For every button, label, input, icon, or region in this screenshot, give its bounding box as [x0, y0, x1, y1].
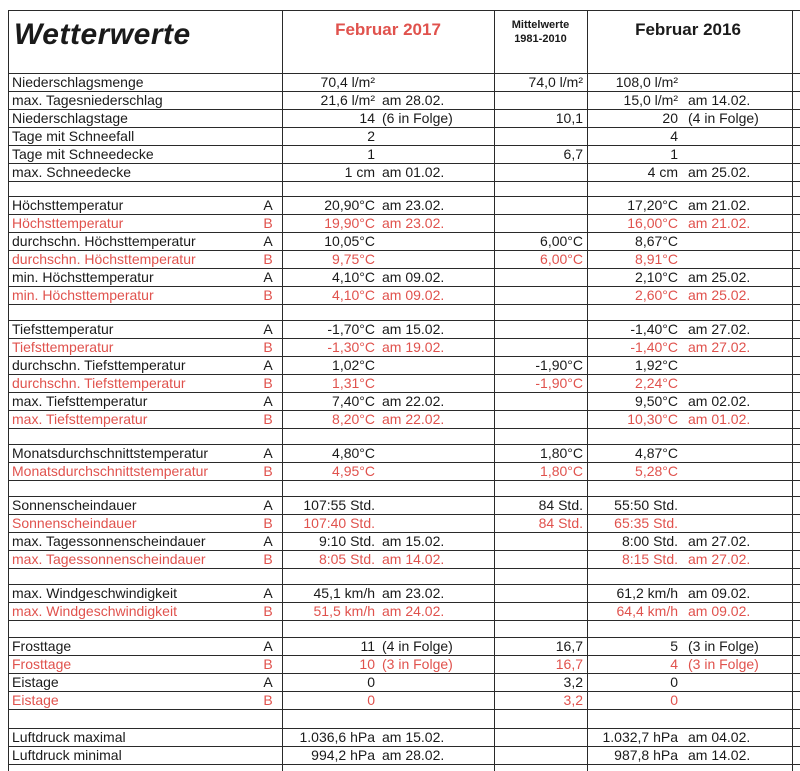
value-mittelwert: -1,90°C [535, 357, 583, 373]
value-2016: 0 [670, 674, 678, 690]
value-2017: 14 [359, 110, 375, 126]
table-row [0, 411, 800, 428]
value-mittelwert: -1,90°C [535, 375, 583, 391]
table-row [0, 463, 800, 480]
row-label: Monatsdurchschnittstemperatur [12, 463, 209, 479]
header-februar-2017: Februar 2017 [335, 20, 441, 39]
table-row [0, 551, 800, 568]
row-label: Niederschlagsmenge [12, 74, 144, 90]
row-divider [8, 181, 800, 182]
value-2016: 8,67°C [635, 233, 678, 249]
table-row [0, 533, 800, 550]
row-label: durchschn. Höchsttemperatur [12, 251, 196, 267]
header-mittelwerte-line2: 1981-2010 [514, 33, 567, 45]
station-code: A [263, 269, 273, 285]
station-code: B [263, 339, 273, 355]
detail-2017: am 09.02. [382, 269, 445, 285]
value-mittelwert: 6,00°C [540, 251, 583, 267]
value-2017: 994,2 hPa [311, 747, 375, 763]
table-row [0, 128, 800, 145]
row-label: Höchsttemperatur [12, 197, 124, 213]
table-row [0, 393, 800, 410]
value-2016: 20 [662, 110, 678, 126]
row-divider [8, 496, 800, 497]
row-label: durchschn. Tiefsttemperatur [12, 375, 186, 391]
value-2017: 4,10°C [332, 269, 375, 285]
detail-2017: am 24.02. [382, 603, 445, 619]
table-row [0, 692, 800, 709]
table-row [0, 321, 800, 338]
row-label: Luftdruck minimal [12, 747, 122, 763]
value-2016: 8:15 Std. [621, 551, 678, 567]
row-divider [8, 91, 800, 92]
table-row [0, 146, 800, 163]
detail-2016: (4 in Folge) [688, 110, 759, 126]
row-divider [8, 127, 800, 128]
row-label: max. Tagessonnenscheindauer [12, 533, 206, 549]
value-2016: 5 [670, 638, 678, 654]
station-code: B [263, 215, 273, 231]
station-code: B [263, 603, 273, 619]
row-label: Tiefsttemperatur [12, 339, 114, 355]
table-row [0, 747, 800, 764]
value-2016: 16,00°C [627, 215, 678, 231]
station-code: A [263, 585, 273, 601]
detail-2017: am 01.02. [382, 164, 445, 180]
row-divider [8, 410, 800, 411]
row-divider [8, 691, 800, 692]
value-2016: 4,87°C [635, 445, 678, 461]
row-divider [8, 145, 800, 146]
row-label: Tage mit Schneefall [12, 128, 135, 144]
row-divider [8, 109, 800, 110]
detail-2017: am 14.02. [382, 551, 445, 567]
header-februar-2016: Februar 2016 [635, 20, 741, 39]
detail-2017: am 23.02. [382, 215, 445, 231]
row-divider [8, 602, 800, 603]
detail-2017: (6 in Folge) [382, 110, 453, 126]
value-mittelwert: 1,80°C [540, 463, 583, 479]
value-2017: 7,40°C [332, 393, 375, 409]
value-mittelwert: 16,7 [555, 638, 583, 654]
value-2017: 20,90°C [324, 197, 375, 213]
value-mittelwert: 6,7 [563, 146, 583, 162]
value-2016: 64,4 km/h [616, 603, 678, 619]
row-divider [8, 532, 800, 533]
station-code: B [263, 411, 273, 427]
value-2016: 1 [670, 146, 678, 162]
station-code: B [263, 692, 273, 708]
detail-2016: am 14.02. [688, 747, 751, 763]
value-2016: -1,40°C [630, 339, 678, 355]
row-divider [8, 746, 800, 747]
table-row [0, 233, 800, 250]
table-row [0, 287, 800, 304]
value-2016: 55:50 Std. [614, 497, 678, 513]
value-2016: 0 [670, 692, 678, 708]
value-2017: 4,10°C [332, 287, 375, 303]
detail-2016: am 09.02. [688, 585, 751, 601]
value-mittelwert: 16,7 [555, 656, 583, 672]
value-2017: 1 cm [344, 164, 375, 180]
detail-2017: am 23.02. [382, 585, 445, 601]
page-title: Wetterwerte [14, 18, 191, 51]
detail-2016: am 21.02. [688, 197, 751, 213]
table-row [0, 515, 800, 532]
detail-2016: am 14.02. [688, 92, 751, 108]
station-code: B [263, 656, 273, 672]
table-row [0, 92, 800, 109]
value-2017: 1.036,6 hPa [299, 729, 375, 745]
row-label: max. Windgeschwindigkeit [12, 585, 177, 601]
value-2016: 8,91°C [635, 251, 678, 267]
row-divider [8, 268, 800, 269]
value-2016: 8:00 Std. [621, 533, 678, 549]
table-row [0, 585, 800, 602]
row-label: max. Schneedecke [12, 164, 132, 180]
row-divider [8, 73, 800, 74]
station-code: A [263, 197, 273, 213]
table-row [0, 269, 800, 286]
station-code: B [263, 375, 273, 391]
value-2017: 70,4 l/m² [320, 74, 375, 90]
value-2017: 1,31°C [332, 375, 375, 391]
table-row [0, 197, 800, 214]
value-2016: 61,2 km/h [616, 585, 678, 601]
value-2017: 1,02°C [332, 357, 375, 373]
station-code: B [263, 515, 273, 531]
row-divider [8, 514, 800, 515]
row-divider [8, 196, 800, 197]
row-label: max. Tiefsttemperatur [12, 393, 148, 409]
row-label: Frosttage [12, 656, 72, 672]
station-code: A [263, 638, 273, 654]
detail-2017: (3 in Folge) [382, 656, 453, 672]
station-code: B [263, 463, 273, 479]
detail-2017: am 15.02. [382, 729, 445, 745]
value-2016: 987,8 hPa [614, 747, 678, 763]
row-divider [8, 462, 800, 463]
value-mittelwert: 1,80°C [540, 445, 583, 461]
value-2016: 2,10°C [635, 269, 678, 285]
value-mittelwert: 3,2 [563, 692, 583, 708]
value-2017: 107:40 Std. [303, 515, 375, 531]
row-divider [8, 550, 800, 551]
row-divider [8, 620, 800, 621]
value-2017: 9:10 Std. [318, 533, 375, 549]
value-2017: 45,1 km/h [313, 585, 375, 601]
detail-2017: am 15.02. [382, 533, 445, 549]
value-2017: 4,95°C [332, 463, 375, 479]
detail-2016: am 27.02. [688, 533, 751, 549]
table-row [0, 656, 800, 673]
row-divider [8, 286, 800, 287]
station-code: A [263, 393, 273, 409]
table-row [0, 638, 800, 655]
row-divider [8, 655, 800, 656]
detail-2017: am 22.02. [382, 411, 445, 427]
value-mittelwert: 84 Std. [538, 497, 583, 513]
detail-2017: am 19.02. [382, 339, 445, 355]
detail-2017: am 09.02. [382, 287, 445, 303]
table-row [0, 375, 800, 392]
detail-2016: (3 in Folge) [688, 638, 759, 654]
row-label: Monatsdurchschnittstemperatur [12, 445, 209, 461]
row-divider [8, 374, 800, 375]
detail-2017: am 28.02. [382, 92, 445, 108]
value-2016: 9,50°C [635, 393, 678, 409]
row-label: Frosttage [12, 638, 72, 654]
value-mittelwert: 10,1 [555, 110, 583, 126]
table-row [0, 357, 800, 374]
value-2016: 15,0 l/m² [623, 92, 678, 108]
value-2017: 0 [367, 674, 375, 690]
row-label: Niederschlagstage [12, 110, 128, 126]
value-2017: 8:05 Std. [318, 551, 375, 567]
row-divider [8, 709, 800, 710]
station-code: B [263, 251, 273, 267]
value-2017: -1,70°C [327, 321, 375, 337]
value-2016: 4 cm [647, 164, 678, 180]
row-label: Luftdruck maximal [12, 729, 126, 745]
table-row [0, 445, 800, 462]
value-2016: 108,0 l/m² [615, 74, 678, 90]
row-label: max. Tagesniederschlag [12, 92, 163, 108]
row-label: Tiefsttemperatur [12, 321, 114, 337]
value-2017: 9,75°C [332, 251, 375, 267]
value-2016: 17,20°C [627, 197, 678, 213]
row-divider [8, 728, 800, 729]
row-divider [8, 584, 800, 585]
value-2017: 4,80°C [332, 445, 375, 461]
detail-2016: am 21.02. [688, 215, 751, 231]
row-label: Tage mit Schneedecke [12, 146, 154, 162]
value-2016: 1.032,7 hPa [602, 729, 678, 745]
row-divider [8, 637, 800, 638]
value-2017: 1 [367, 146, 375, 162]
station-code: B [263, 551, 273, 567]
detail-2016: am 02.02. [688, 393, 751, 409]
detail-2016: am 25.02. [688, 269, 751, 285]
detail-2017: am 15.02. [382, 321, 445, 337]
value-2017: -1,30°C [327, 339, 375, 355]
row-divider [8, 320, 800, 321]
table-row [0, 729, 800, 746]
station-code: A [263, 497, 273, 513]
station-code: A [263, 233, 273, 249]
value-2017: 10,05°C [324, 233, 375, 249]
row-label: min. Höchsttemperatur [12, 269, 154, 285]
table-row [0, 497, 800, 514]
value-2016: 1,92°C [635, 357, 678, 373]
row-label: min. Höchsttemperatur [12, 287, 154, 303]
table-row [0, 74, 800, 91]
row-divider [8, 392, 800, 393]
row-divider [8, 480, 800, 481]
row-label: max. Tagessonnenscheindauer [12, 551, 206, 567]
station-code: B [263, 287, 273, 303]
detail-2016: am 09.02. [688, 603, 751, 619]
value-mittelwert: 6,00°C [540, 233, 583, 249]
detail-2016: am 04.02. [688, 729, 751, 745]
value-2016: 5,28°C [635, 463, 678, 479]
row-divider [8, 568, 800, 569]
row-label: Eistage [12, 674, 59, 690]
table-row [0, 110, 800, 127]
row-divider [8, 304, 800, 305]
value-2017: 8,20°C [332, 411, 375, 427]
value-2017: 11 [360, 638, 375, 654]
row-label: Sonnenscheindauer [12, 515, 137, 531]
row-divider [8, 764, 800, 765]
row-label: Sonnenscheindauer [12, 497, 137, 513]
detail-2016: am 25.02. [688, 164, 751, 180]
row-divider [8, 673, 800, 674]
detail-2017: am 23.02. [382, 197, 445, 213]
value-2017: 107:55 Std. [303, 497, 375, 513]
row-label: durchschn. Tiefsttemperatur [12, 357, 186, 373]
station-code: A [263, 674, 273, 690]
station-code: A [263, 321, 273, 337]
row-divider [8, 444, 800, 445]
detail-2016: am 01.02. [688, 411, 751, 427]
row-label: Höchsttemperatur [12, 215, 124, 231]
value-2017: 19,90°C [324, 215, 375, 231]
value-2016: 4 [670, 128, 678, 144]
header-mittelwerte [494, 18, 587, 46]
value-mittelwert: 3,2 [563, 674, 583, 690]
row-label: max. Windgeschwindigkeit [12, 603, 177, 619]
value-mittelwert: 74,0 l/m² [528, 74, 583, 90]
value-2016: 10,30°C [627, 411, 678, 427]
detail-2016: am 27.02. [688, 339, 751, 355]
table-row [0, 603, 800, 620]
detail-2016: am 27.02. [688, 321, 751, 337]
row-divider [8, 232, 800, 233]
value-2017: 0 [367, 692, 375, 708]
station-code: A [263, 445, 273, 461]
table-top-border [8, 10, 800, 11]
row-divider [8, 163, 800, 164]
detail-2016: (3 in Folge) [688, 656, 759, 672]
row-divider [8, 356, 800, 357]
value-2017: 10 [359, 656, 375, 672]
detail-2016: am 27.02. [688, 551, 751, 567]
row-label: durchschn. Höchsttemperatur [12, 233, 196, 249]
row-divider [8, 214, 800, 215]
value-2016: 65:35 Std. [614, 515, 678, 531]
value-2017: 21,6 l/m² [320, 92, 375, 108]
table-row [0, 215, 800, 232]
detail-2017: am 28.02. [382, 747, 445, 763]
row-divider [8, 250, 800, 251]
value-2017: 51,5 km/h [313, 603, 375, 619]
value-2016: -1,40°C [630, 321, 678, 337]
detail-2016: am 25.02. [688, 287, 751, 303]
value-2016: 4 [670, 656, 678, 672]
row-label: Eistage [12, 692, 59, 708]
value-2016: 2,60°C [635, 287, 678, 303]
detail-2017: am 22.02. [382, 393, 445, 409]
value-2016: 2,24°C [635, 375, 678, 391]
table-row [0, 164, 800, 181]
station-code: A [263, 533, 273, 549]
table-row [0, 674, 800, 691]
table-row [0, 251, 800, 268]
row-divider [8, 338, 800, 339]
station-code: A [263, 357, 273, 373]
row-divider [8, 428, 800, 429]
header-mittelwerte-line1: Mittelwerte [511, 19, 570, 31]
row-label: max. Tiefsttemperatur [12, 411, 148, 427]
value-2017: 2 [367, 128, 375, 144]
value-mittelwert: 84 Std. [538, 515, 583, 531]
detail-2017: (4 in Folge) [382, 638, 453, 654]
table-row [0, 339, 800, 356]
